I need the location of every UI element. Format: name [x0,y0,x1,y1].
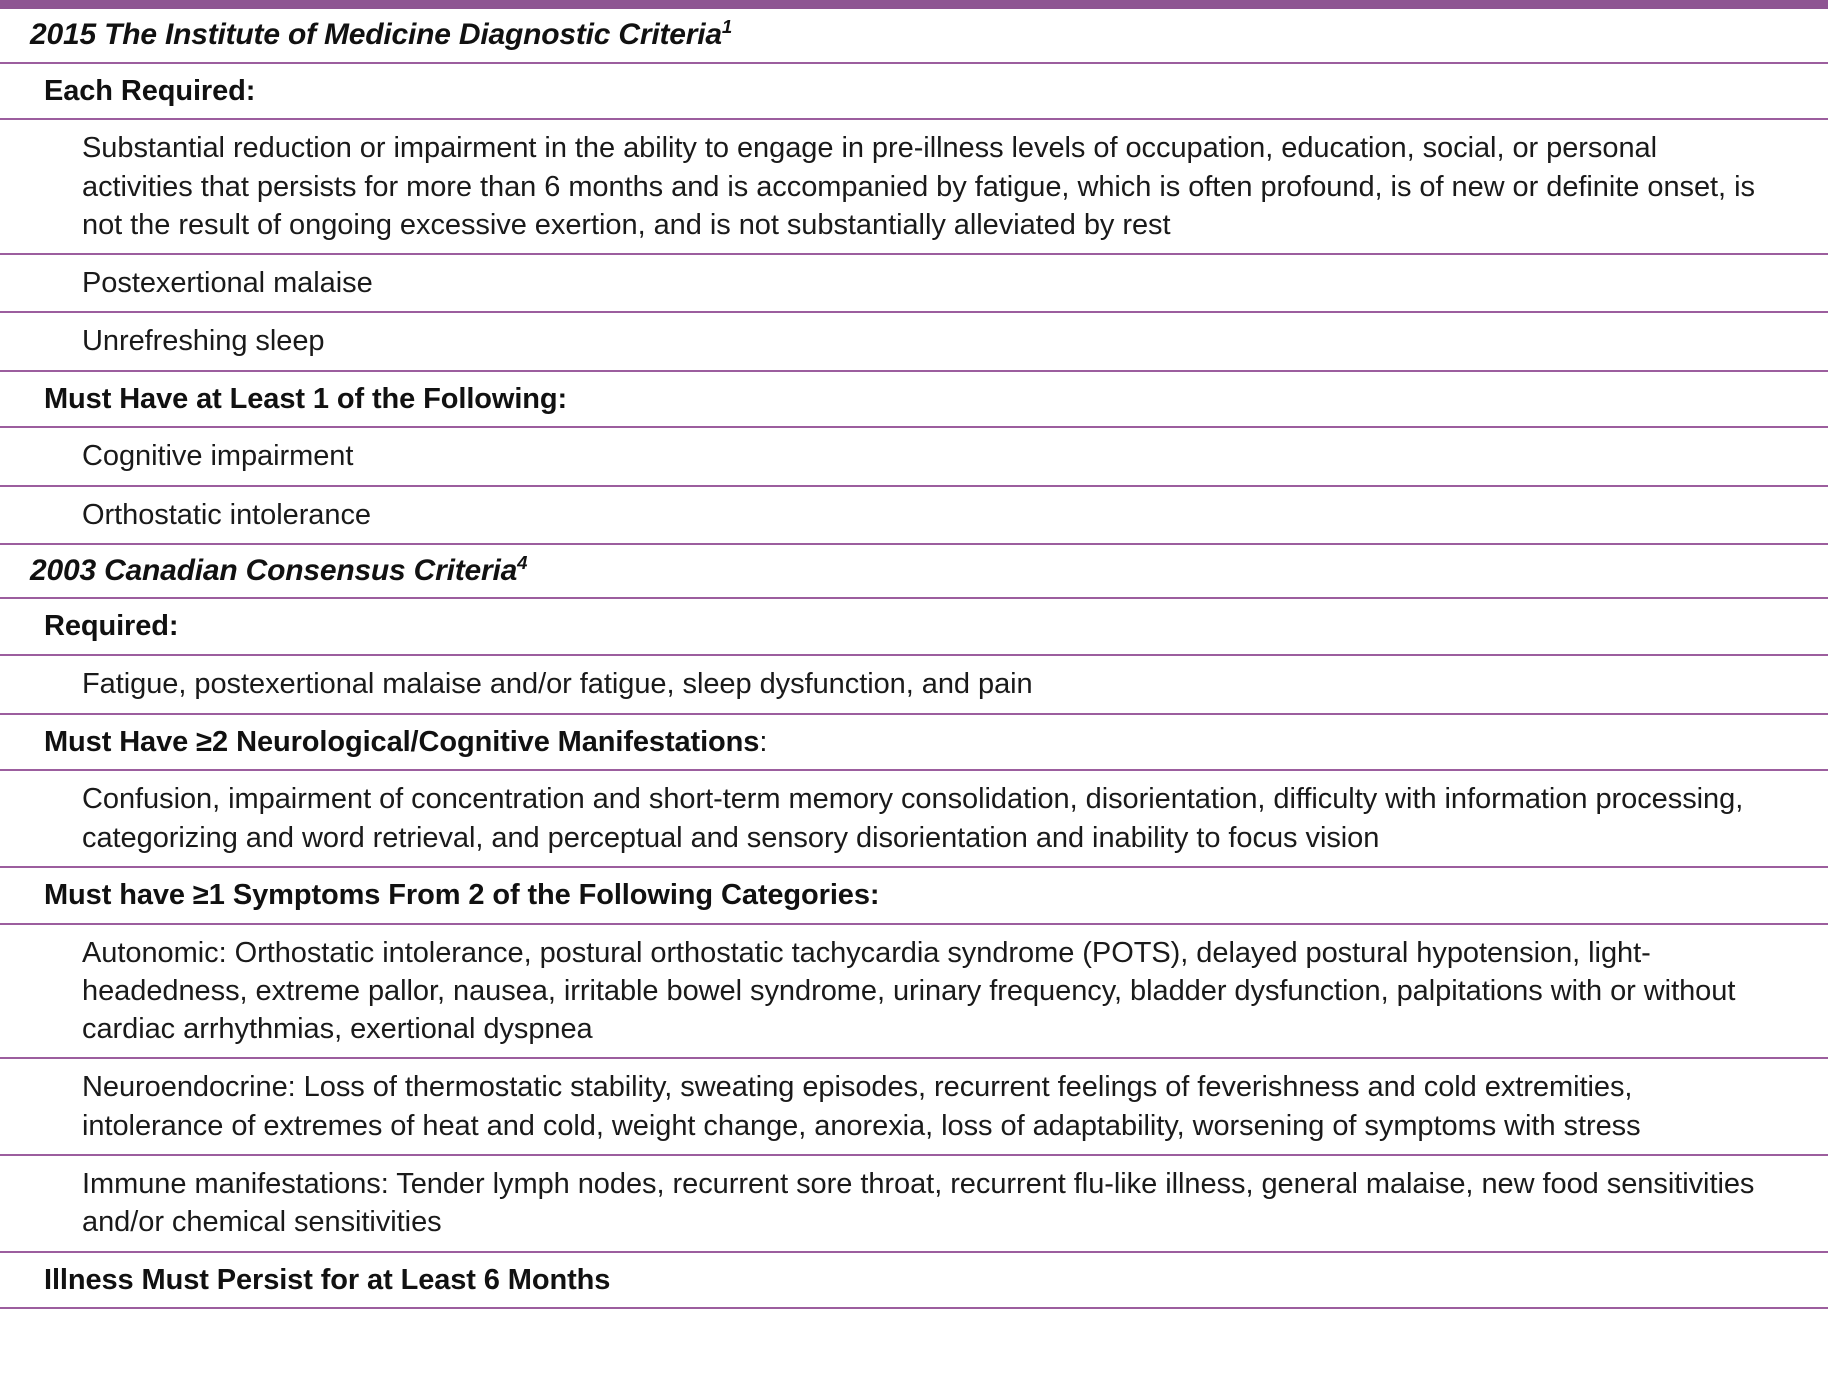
criteria-item-immune [0,1156,1828,1251]
section-title-label: 2003 Canadian Consensus Criteria [30,553,518,587]
criteria-item [0,487,1828,543]
section-title-iom-2015 [0,9,1828,62]
subheading-text: Illness Must Persist for at Least 6 Months [44,1263,611,1296]
greater-or-equal-symbol: ≥2 [196,725,229,758]
subheading-symptom-categories [0,868,1828,923]
criteria-item-text: Postexertional malaise [82,267,373,300]
criteria-item-text: Orthostatic intolerance [82,498,371,531]
criteria-item [0,313,1828,369]
criteria-item-text: Unrefreshing sleep [82,325,325,358]
subheading-text: Each Required: [44,74,256,107]
criteria-item-text: Neuroendocrine: Loss of thermostatic stability, sweating episodes, recurrent feelings of feverishness and cold extremities, intolerance of extremes of heat and cold, weight change, anorexia, loss of adaptability, worsening of symptoms with stress [82,1071,1641,1142]
subheading-each-required [0,64,1828,119]
subheading-must-have-at-least-1 [0,372,1828,427]
criteria-item [0,255,1828,311]
subheading-prefix: Must Have [44,725,197,758]
criteria-item [0,120,1828,253]
subheading-text: Required: [44,610,179,643]
criteria-item-text: Confusion, impairment of concentration and short-term memory consolidation, disorientation, difficulty with information processing, categorizing and word retrieval, and perceptual and sensory disorientation and inability to focus vision [82,783,1744,854]
table-bottom-rule [0,1307,1828,1309]
section-title-text [30,551,528,587]
subheading-text [44,726,767,758]
criteria-item-text: Fatigue, postexertional malaise and/or fatigue, sleep dysfunction, and pain [82,668,1033,701]
criteria-item [0,771,1828,866]
criteria-item-autonomic [0,925,1828,1058]
greater-or-equal-symbol: ≥1 [192,878,225,911]
subheading-text [44,879,879,911]
section-title-label: 2015 The Institute of Medicine Diagnostic Criteria [30,18,722,51]
section-title-ccc-2003 [0,545,1828,598]
subheading-illness-duration [0,1253,1828,1308]
criteria-item [0,428,1828,484]
subheading-main: Symptoms From 2 of the Following Categories: [224,878,880,911]
criteria-item [0,656,1828,712]
section-title-superscript: 1 [721,16,732,37]
section-title-text [30,18,732,51]
criteria-item-text: Immune manifestations: Tender lymph nodes, recurrent sore throat, recurrent flu-like illness, general malaise, new food sensitivities and/or chemical sensitivities [82,1167,1755,1239]
criteria-item-text: Autonomic: Orthostatic intolerance, postural orthostatic tachycardia syndrome (POTS), delayed postural hypotension, light-headedness, extreme pallor, nausea, irritable bowel syndrome, urinary frequency, bladder dysfunction, palpitations with or without cardiac arrhythmias, exertional dyspnea [82,936,1736,1046]
table-top-rule [0,0,1828,9]
subheading-prefix: Must have [44,878,193,911]
criteria-item-text: Substantial reduction or impairment in the ability to engage in pre-illness levels of occupation, education, social, or personal activities that persists for more than 6 months and is accompanied by fatigue, which is often profound, is of new or definite onset, is not the result of ongoing excessive exertion, and is not substantially alleviated by rest [82,132,1755,241]
subheading-neurological-cognitive [0,715,1828,770]
subheading-text: Must Have at Least 1 of the Following: [44,382,568,415]
criteria-item-text: Cognitive impairment [82,440,354,473]
criteria-item-neuroendocrine [0,1059,1828,1154]
section-title-superscript: 4 [517,551,528,573]
subheading-required [0,599,1828,654]
subheading-colon: : [759,725,768,758]
subheading-main: Neurological/Cognitive Manifestations [228,725,760,758]
